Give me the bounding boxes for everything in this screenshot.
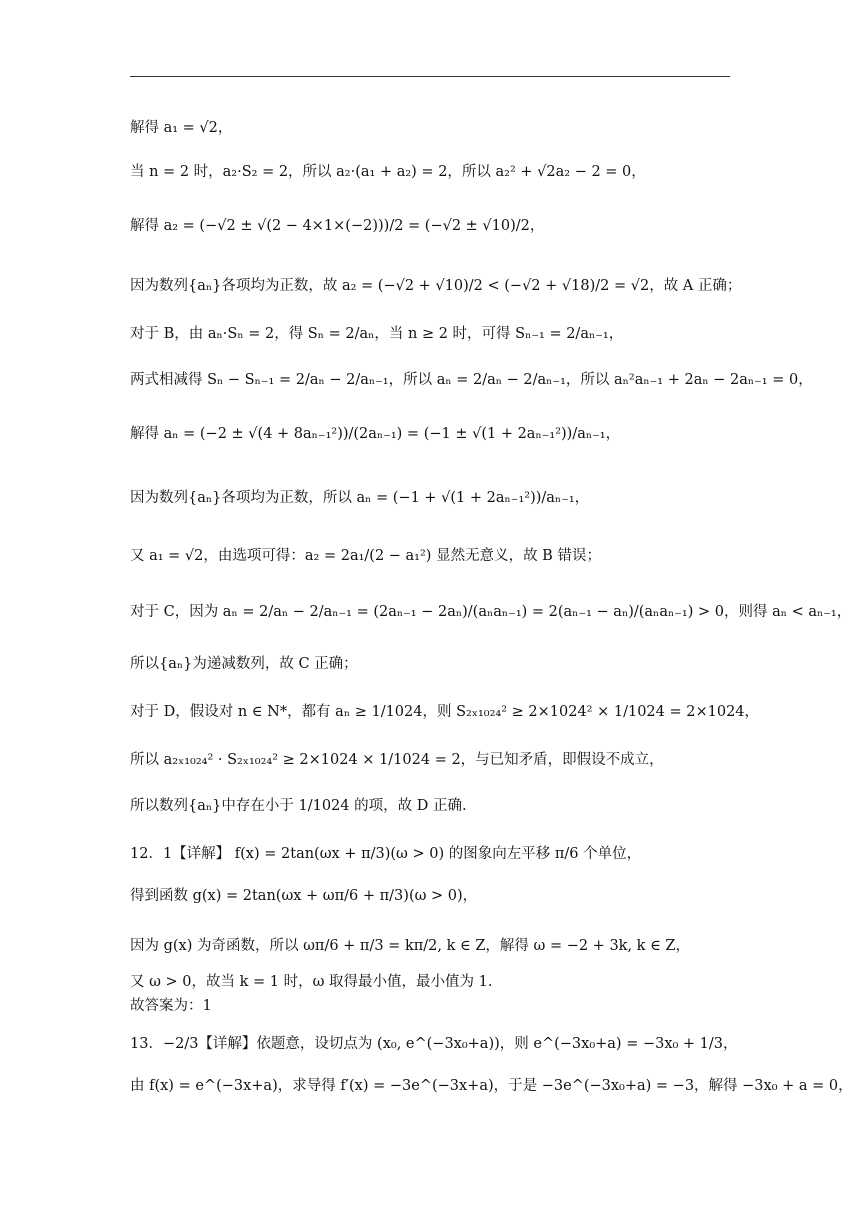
text-line: 解得 aₙ = (−2 ± √(4 + 8aₙ₋₁²))/(2aₙ₋₁) = (−1 ± √(1 + 2aₙ₋₁²))/aₙ₋₁， — [130, 426, 621, 442]
text-line: 由 f(x) = e^(−3x+a)，求导得 f′(x) = −3e^(−3x+a)，于是 −3e^(−3x₀+a) = −3，解得 −3x₀ + a = 0， — [130, 1078, 853, 1094]
text-line: 所以数列{aₙ}中存在小于 1/1024 的项，故 D 正确. — [130, 798, 467, 814]
text-line: 因为数列{aₙ}各项均为正数，所以 aₙ = (−1 + √(1 + 2aₙ₋₁²))/aₙ₋₁， — [130, 490, 590, 506]
text-line: 故答案为：1 — [130, 998, 212, 1014]
text-line: 对于 C，因为 aₙ = 2/aₙ − 2/aₙ₋₁ = (2aₙ₋₁ − 2aₙ)/(aₙaₙ₋₁) = 2(aₙ₋₁ − aₙ)/(aₙaₙ₋₁) > 0，则得 aₙ < aₙ₋₁， — [130, 604, 852, 620]
text-line: 因为 g(x) 为奇函数，所以 ωπ/6 + π/3 = kπ/2, k ∈ Z，解得 ω = −2 + 3k, k ∈ Z， — [130, 938, 690, 954]
text-line: 两式相减得 Sₙ − Sₙ₋₁ = 2/aₙ − 2/aₙ₋₁，所以 aₙ = 2/aₙ − 2/aₙ₋₁，所以 aₙ²aₙ₋₁ + 2aₙ − 2aₙ₋₁ = 0， — [130, 372, 813, 388]
text-line: 解得 a₂ = (−√2 ± √(2 − 4×1×(−2)))/2 = (−√2 ± √10)/2， — [130, 218, 545, 234]
text-line: 所以{aₙ}为递减数列，故 C 正确； — [130, 656, 358, 672]
header-rule — [130, 76, 730, 77]
text-line: 对于 D，假设对 n ∈ N*，都有 aₙ ≥ 1/1024，则 S₂ₓ₁₀₂₄² ≥ 2×1024² × 1/1024 = 2×1024， — [130, 704, 760, 720]
text-line: 又 a₁ = √2，由选项可得：a₂ = 2a₁/(2 − a₁²) 显然无意义，故 B 错误； — [130, 548, 601, 564]
text-line: 所以 a₂ₓ₁₀₂₄² · S₂ₓ₁₀₂₄² ≥ 2×1024 × 1/1024 = 2，与已知矛盾，即假设不成立， — [130, 752, 664, 768]
text-line: 解得 a₁ = √2， — [130, 120, 233, 136]
text-line: 12．1【详解】 f(x) = 2tan(ωx + π/3)(ω > 0) 的图象向左平移 π/6 个单位， — [130, 846, 642, 862]
text-line: 因为数列{aₙ}各项均为正数，故 a₂ = (−√2 + √10)/2 < (−√2 + √18)/2 = √2，故 A 正确； — [130, 278, 742, 294]
text-line: 对于 B，由 aₙ·Sₙ = 2，得 Sₙ = 2/aₙ，当 n ≥ 2 时，可得 Sₙ₋₁ = 2/aₙ₋₁， — [130, 326, 624, 342]
text-line: 又 ω > 0，故当 k = 1 时，ω 取得最小值，最小值为 1. — [130, 974, 493, 990]
text-line: 得到函数 g(x) = 2tan(ωx + ωπ/6 + π/3)(ω > 0)， — [130, 888, 478, 904]
text-line: 13．−2/3【详解】依题意，设切点为 (x₀, e^(−3x₀+a))，则 e^(−3x₀+a) = −3x₀ + 1/3， — [130, 1036, 738, 1052]
text-line: 当 n = 2 时，a₂·S₂ = 2，所以 a₂·(a₁ + a₂) = 2，所以 a₂² + √2a₂ − 2 = 0， — [130, 164, 646, 180]
